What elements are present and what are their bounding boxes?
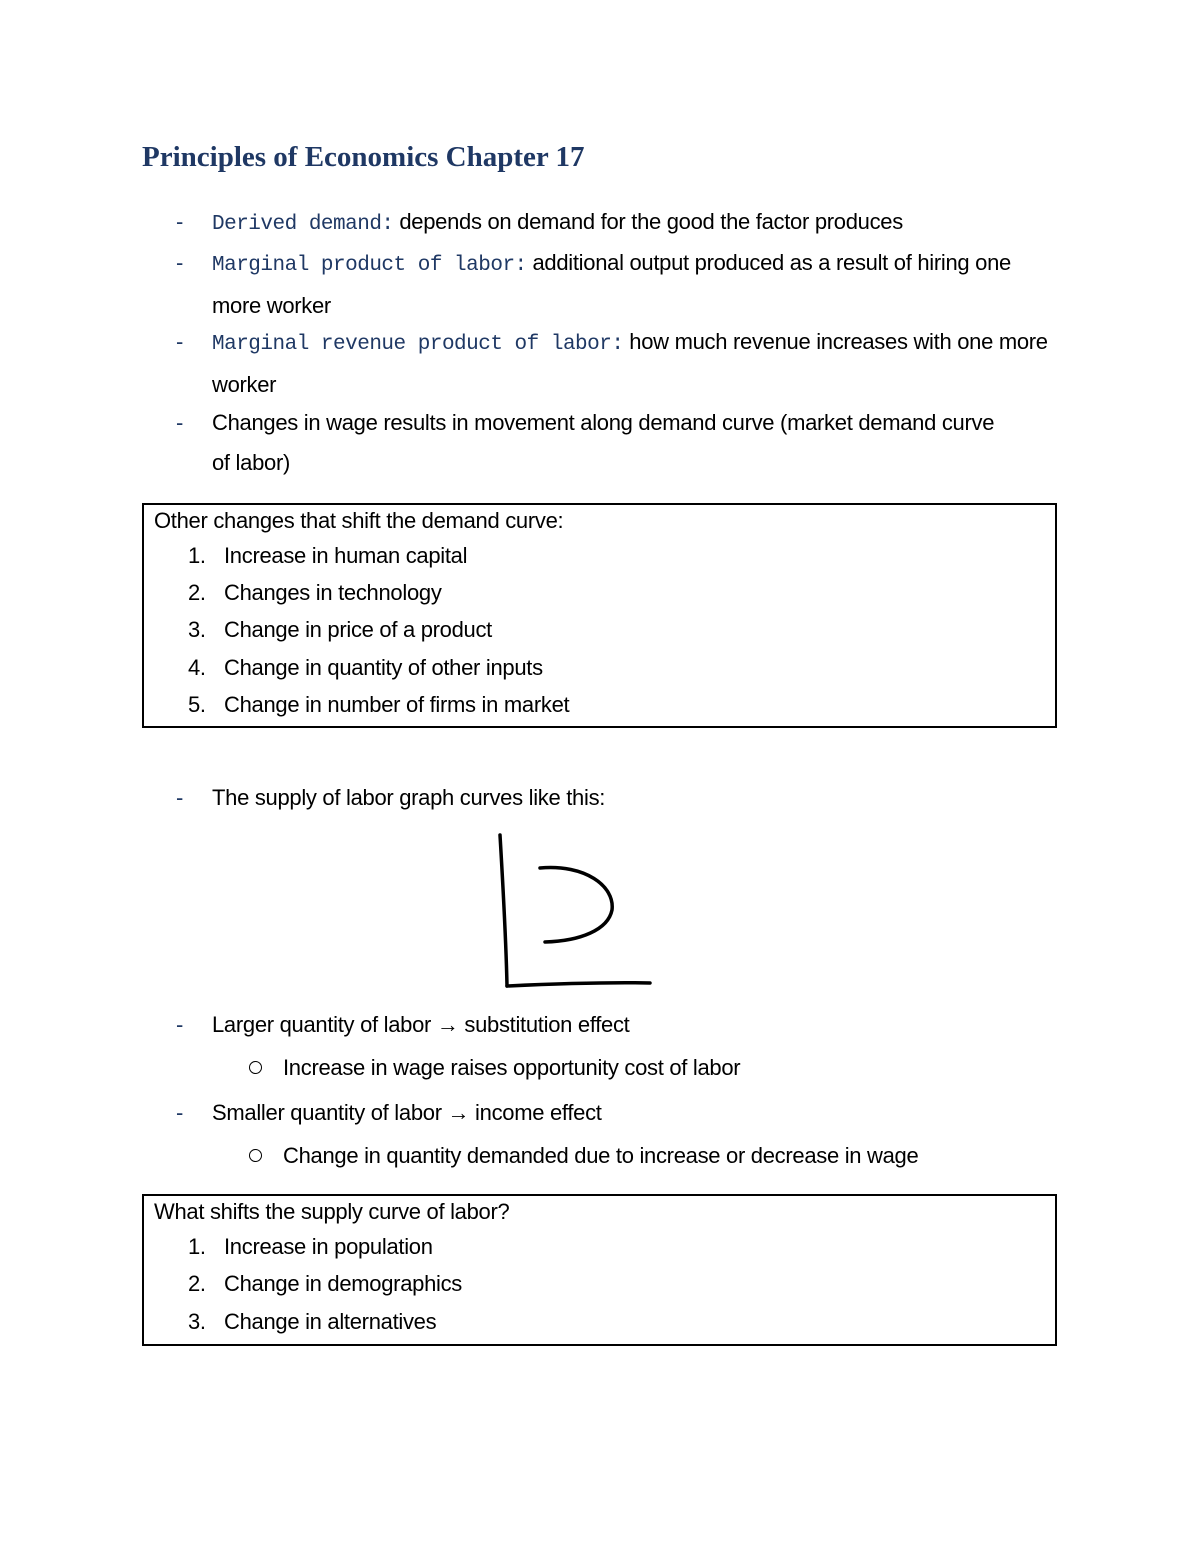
list-item — [176, 322, 1062, 405]
supply-graph-text: The supply of labor graph curves like this: — [212, 785, 606, 810]
item-number: 1. — [188, 543, 206, 568]
definition-text: Changes in wage results in movement along demand curve (market demand curve — [212, 410, 995, 435]
list-item — [188, 543, 467, 569]
definition-text-cont: worker — [212, 372, 277, 397]
list-item — [176, 243, 1062, 326]
supply-curve-sketch — [490, 826, 660, 996]
term-marginal-product: Marginal product of labor: — [212, 254, 527, 277]
bullet-dash: - — [176, 329, 184, 354]
effect-text: Larger quantity of labor → substitution effect — [212, 1012, 630, 1037]
list-item — [188, 1234, 433, 1260]
item-number: 3. — [188, 1309, 206, 1334]
item-text: Change in number of firms in market — [224, 692, 570, 717]
list-item — [188, 617, 492, 643]
definition-text-cont: more worker — [212, 293, 331, 318]
item-text: Change in demographics — [224, 1271, 462, 1296]
bullet-dash: - — [176, 250, 184, 275]
bullet-dash: - — [176, 410, 184, 435]
item-number: 1. — [188, 1234, 206, 1259]
supply-shifters-box — [142, 1194, 1057, 1346]
list-item — [188, 580, 442, 606]
item-number: 4. — [188, 655, 206, 680]
list-item — [176, 778, 1062, 818]
term-marginal-revenue-product: Marginal revenue product of labor: — [212, 333, 624, 356]
circle-bullet-icon — [249, 1061, 262, 1074]
sub-list-item — [283, 1048, 740, 1088]
box-heading: Other changes that shift the demand curve: — [154, 508, 564, 533]
item-text: Increase in human capital — [224, 543, 468, 568]
circle-bullet-icon — [249, 1149, 262, 1162]
effect-sub-text: Change in quantity demanded due to increase or decrease in wage — [283, 1143, 919, 1168]
bullet-dash: - — [176, 1012, 184, 1037]
list-item — [176, 1005, 1062, 1045]
box-heading: What shifts the supply curve of labor? — [154, 1199, 510, 1224]
definition-text: depends on demand for the good the factor produces — [393, 209, 903, 234]
sub-list-item — [283, 1136, 918, 1176]
item-number: 2. — [188, 580, 206, 605]
list-item — [176, 202, 1062, 245]
list-item — [188, 692, 569, 718]
item-text: Increase in population — [224, 1234, 433, 1259]
list-item — [188, 1271, 462, 1297]
item-number: 2. — [188, 1271, 206, 1296]
list-item — [188, 1309, 436, 1335]
list-item — [176, 1093, 1062, 1133]
item-number: 3. — [188, 617, 206, 642]
definition-text: additional output produced as a result of hiring one — [526, 250, 1011, 275]
bullet-dash: - — [176, 1100, 184, 1125]
definition-text-cont: of labor) — [212, 450, 291, 475]
item-text: Changes in technology — [224, 580, 442, 605]
item-text: Change in alternatives — [224, 1309, 437, 1334]
bullet-dash: - — [176, 209, 184, 234]
sketch-supply-curve — [540, 868, 612, 942]
list-item — [188, 655, 543, 681]
sketch-horizontal-axis — [507, 983, 650, 986]
item-text: Change in price of a product — [224, 617, 492, 642]
list-item — [176, 403, 1062, 483]
demand-shifters-box — [142, 503, 1057, 728]
item-text: Change in quantity of other inputs — [224, 655, 543, 680]
effect-text: Smaller quantity of labor → income effect — [212, 1100, 602, 1125]
page-title: Principles of Economics Chapter 17 — [142, 141, 585, 173]
bullet-dash: - — [176, 785, 184, 810]
definition-text: how much revenue increases with one more — [623, 329, 1048, 354]
item-number: 5. — [188, 692, 206, 717]
sketch-vertical-axis — [500, 835, 507, 986]
term-derived-demand: Derived demand: — [212, 213, 394, 236]
effect-sub-text: Increase in wage raises opportunity cost of labor — [283, 1055, 741, 1080]
